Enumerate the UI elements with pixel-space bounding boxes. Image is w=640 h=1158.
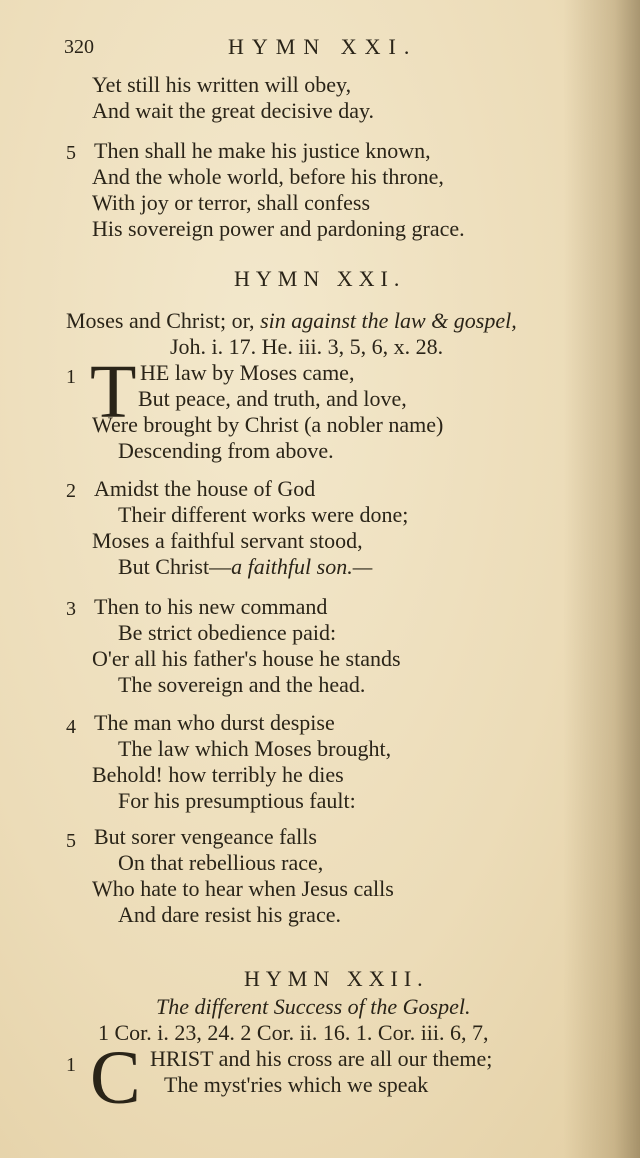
verse-line: His sovereign power and pardoning grace. xyxy=(92,216,465,241)
verse-line: Then to his new command xyxy=(94,594,328,619)
verse-line: Their different works were done; xyxy=(118,502,409,527)
scripture-references: Joh. i. 17. He. iii. 3, 5, 6, x. 28. xyxy=(170,334,444,359)
verse-line: O'er all his father's house he stands xyxy=(92,646,401,671)
verse-line: Amidst the house of God xyxy=(94,476,316,501)
verse-line: The sovereign and the head. xyxy=(118,672,366,697)
verse-line: Were brought by Christ (a nobler name) xyxy=(92,412,444,437)
drop-cap: T xyxy=(90,350,137,434)
verse-line: But peace, and truth, and love, xyxy=(138,386,407,411)
verse-line: HRIST and his cross are all our theme; xyxy=(150,1046,493,1071)
verse-line: For his presumptious fault: xyxy=(118,788,356,813)
verse-line: Be strict obedience paid: xyxy=(118,620,337,645)
verse-line: The law which Moses brought, xyxy=(118,736,392,761)
page-number: 320 xyxy=(64,36,94,58)
stanza-number: 2 xyxy=(66,480,76,502)
hymn-subtitle xyxy=(66,308,517,334)
verse-line: But sorer vengeance falls xyxy=(94,824,317,849)
scripture-references: 1 Cor. i. 23, 24. 2 Cor. ii. 16. 1. Cor. iii. 6, 7, xyxy=(98,1020,489,1045)
hymn-heading: HYMN XXII. xyxy=(244,966,429,991)
verse-line: The myst'ries which we speak xyxy=(164,1072,429,1097)
stanza-number: 1 xyxy=(66,366,76,388)
verse-line: And wait the great decisive day. xyxy=(92,98,375,123)
verse-line: The man who durst despise xyxy=(94,710,335,735)
stanza-number: 5 xyxy=(66,142,76,164)
hymn-subtitle: The different Success of the Gospel. xyxy=(156,994,471,1019)
drop-cap: C xyxy=(90,1036,141,1120)
hymn-heading: HYMN XXI. xyxy=(234,266,406,291)
verse-line: And the whole world, before his throne, xyxy=(92,164,444,189)
running-title: HYMN XXI. xyxy=(228,34,418,59)
verse-line: Descending from above. xyxy=(118,438,334,463)
verse-line: Behold! how terribly he dies xyxy=(92,762,344,787)
verse-line: Moses a faithful servant stood, xyxy=(92,528,363,553)
verse-line: On that rebellious race, xyxy=(118,850,324,875)
verse-line xyxy=(118,554,372,580)
verse-line: Who hate to hear when Jesus calls xyxy=(92,876,394,901)
verse-line: And dare resist his grace. xyxy=(118,902,341,927)
verse-line: HE law by Moses came, xyxy=(140,360,355,385)
verse-plain: But Christ— xyxy=(118,554,232,579)
stanza-number: 3 xyxy=(66,598,76,620)
verse-italic: a faithful son.— xyxy=(231,554,373,579)
stanza-number: 1 xyxy=(66,1054,76,1076)
verse-line: Then shall he make his justice known, xyxy=(94,138,431,163)
verse-line: With joy or terror, shall confess xyxy=(92,190,371,215)
subtitle-italic: sin against the law & gospel, xyxy=(260,308,517,333)
stanza-number: 4 xyxy=(66,716,76,738)
subtitle-plain: Moses and Christ; or, xyxy=(66,308,255,333)
stanza-number: 5 xyxy=(66,830,76,852)
verse-line: Yet still his written will obey, xyxy=(92,72,352,97)
